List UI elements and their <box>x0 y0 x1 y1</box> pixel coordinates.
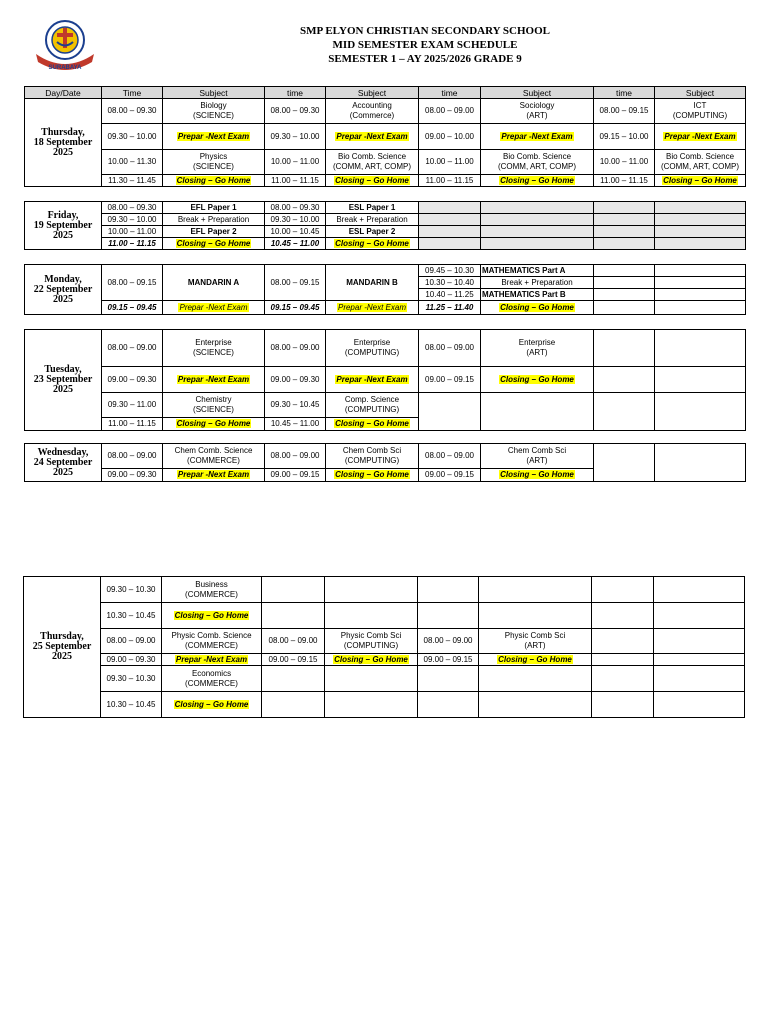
time-cell: 10.00 – 11.00 <box>265 150 326 175</box>
subject-cell: Enterprise (SCIENCE) <box>163 330 265 367</box>
empty-cell <box>654 603 745 629</box>
time-cell: 10.45 – 11.00 <box>265 418 326 431</box>
empty-cell <box>262 577 325 603</box>
empty-cell <box>419 393 481 431</box>
subject-cell: EFL Paper 1 <box>163 202 265 214</box>
time-cell: 09.00 – 09.30 <box>265 367 326 393</box>
empty-cell <box>419 226 481 238</box>
empty-cell <box>481 202 594 214</box>
empty-cell <box>594 444 655 482</box>
empty-cell <box>479 666 592 692</box>
subject-cell: Chem Comb Sci (ART) <box>481 444 594 469</box>
time-cell: 09.00 – 09.30 <box>101 654 162 666</box>
empty-cell <box>654 577 745 603</box>
closing-cell: Closing – Go Home <box>326 238 419 250</box>
empty-cell <box>654 692 745 718</box>
time-cell: 08.00 – 09.30 <box>265 202 326 214</box>
subject-cell: Bio Comb. Science (COMM, ART, COMP) <box>326 150 419 175</box>
empty-cell <box>655 214 746 226</box>
subject-cell: Enterprise (ART) <box>481 330 594 367</box>
subject-cell: MANDARIN B <box>326 265 419 301</box>
empty-cell <box>418 603 479 629</box>
empty-cell <box>655 330 746 367</box>
empty-cell <box>262 692 325 718</box>
subject-cell: ICT (COMPUTING) <box>655 99 746 124</box>
time-cell: 09.30 – 10.00 <box>102 214 163 226</box>
time-cell: 11.00 – 11.15 <box>102 418 163 431</box>
subject-cell: ESL Paper 2 <box>326 226 419 238</box>
empty-cell <box>655 265 746 277</box>
empty-cell <box>654 654 745 666</box>
day-cell: Tuesday, 23 September 2025 <box>25 330 102 431</box>
time-cell: 10.00 – 11.00 <box>102 226 163 238</box>
time-cell: 08.00 – 09.30 <box>265 99 326 124</box>
day-cell: Monday, 22 September 2025 <box>25 265 102 315</box>
empty-cell <box>592 654 654 666</box>
prepar-cell: Prepar -Next Exam <box>163 469 265 482</box>
prepar-cell: Prepar -Next Exam <box>326 124 419 150</box>
empty-cell <box>655 238 746 250</box>
time-cell: 08.00 – 09.00 <box>265 330 326 367</box>
closing-cell: Closing – Go Home <box>326 418 419 431</box>
time-cell: 09.00 – 10.00 <box>419 124 481 150</box>
closing-cell: Closing – Go Home <box>481 469 594 482</box>
time-cell: 08.00 – 09.15 <box>594 99 655 124</box>
time-cell: 08.00 – 09.30 <box>102 202 163 214</box>
subject-cell: Biology (SCIENCE) <box>163 99 265 124</box>
time-cell: 09.00 – 09.30 <box>102 469 163 482</box>
school-logo <box>30 18 100 74</box>
time-cell: 10.00 – 10.45 <box>265 226 326 238</box>
empty-cell <box>655 289 746 301</box>
closing-cell: Closing – Go Home <box>325 654 418 666</box>
empty-cell <box>479 603 592 629</box>
time-cell: 10.00 – 11.00 <box>419 150 481 175</box>
header-subject: Subject <box>655 87 746 99</box>
header-subject: Subject <box>481 87 594 99</box>
empty-cell <box>655 301 746 315</box>
time-cell: 08.00 – 09.15 <box>102 265 163 301</box>
time-cell: 09.00 – 09.15 <box>262 654 325 666</box>
subject-cell: Enterprise (COMPUTING) <box>326 330 419 367</box>
prepar-cell: Prepar -Next Exam <box>326 301 419 315</box>
subject-cell: MATHEMATICS Part A <box>481 265 594 277</box>
empty-cell <box>481 393 594 431</box>
time-cell: 10.00 – 11.00 <box>594 150 655 175</box>
empty-cell <box>262 603 325 629</box>
empty-cell <box>594 367 655 393</box>
time-cell: 08.00 – 09.00 <box>262 629 325 654</box>
empty-cell <box>654 629 745 654</box>
schedule-table-thursday-18 <box>24 86 746 187</box>
closing-cell: Closing – Go Home <box>163 418 265 431</box>
empty-cell <box>479 692 592 718</box>
empty-cell <box>418 692 479 718</box>
time-cell: 09.30 – 10.30 <box>101 666 162 692</box>
empty-cell <box>325 577 418 603</box>
closing-cell: Closing – Go Home <box>326 469 419 482</box>
empty-cell <box>418 666 479 692</box>
empty-cell <box>325 603 418 629</box>
subject-cell: Economics (COMMERCE) <box>162 666 262 692</box>
subject-cell: Chem Comb Sci (COMPUTING) <box>326 444 419 469</box>
empty-cell <box>479 577 592 603</box>
time-cell: 11.00 – 11.15 <box>419 175 481 187</box>
empty-cell <box>594 214 655 226</box>
schedule-table-wednesday-24 <box>24 443 746 482</box>
empty-cell <box>419 238 481 250</box>
subject-cell: Physics (SCIENCE) <box>163 150 265 175</box>
header-subject: Subject <box>163 87 265 99</box>
time-cell: 08.00 – 09.00 <box>101 629 162 654</box>
empty-cell <box>594 277 655 289</box>
subject-cell: Sociology (ART) <box>481 99 594 124</box>
time-cell: 09.30 – 10.00 <box>265 214 326 226</box>
subject-cell: Chemistry (SCIENCE) <box>163 393 265 418</box>
day-cell: Friday, 19 September 2025 <box>25 202 102 250</box>
empty-cell <box>592 629 654 654</box>
empty-cell <box>419 214 481 226</box>
day-cell: Thursday, 25 September 2025 <box>24 577 101 718</box>
time-cell: 09.15 – 09.45 <box>102 301 163 315</box>
subject-cell: Business (COMMERCE) <box>162 577 262 603</box>
time-cell: 08.00 – 09.00 <box>419 444 481 469</box>
time-cell: 09.00 – 09.15 <box>419 367 481 393</box>
empty-cell <box>481 238 594 250</box>
time-cell: 10.45 – 11.00 <box>265 238 326 250</box>
time-cell: 10.30 – 10.45 <box>101 692 162 718</box>
closing-cell: Closing – Go Home <box>479 654 592 666</box>
closing-cell: Closing – Go Home <box>481 367 594 393</box>
time-cell: 09.30 – 10.30 <box>101 577 162 603</box>
time-cell: 11.00 – 11.15 <box>265 175 326 187</box>
empty-cell <box>594 289 655 301</box>
subject-cell: Break + Preparation <box>326 214 419 226</box>
empty-cell <box>655 226 746 238</box>
empty-cell <box>592 692 654 718</box>
schedule-table-tuesday-23 <box>24 329 746 431</box>
empty-cell <box>481 226 594 238</box>
time-cell: 11.25 – 11.40 <box>419 301 481 315</box>
time-cell: 11.00 – 11.15 <box>102 238 163 250</box>
subject-cell: MATHEMATICS Part B <box>481 289 594 301</box>
prepar-cell: Prepar -Next Exam <box>326 367 419 393</box>
day-cell: Wednesday, 24 September 2025 <box>25 444 102 482</box>
time-cell: 08.00 – 09.00 <box>418 629 479 654</box>
prepar-cell: Prepar -Next Exam <box>481 124 594 150</box>
schedule-title: MID SEMESTER EXAM SCHEDULE <box>332 39 518 51</box>
time-cell: 09.30 – 11.00 <box>102 393 163 418</box>
time-cell: 09.30 – 10.00 <box>102 124 163 150</box>
time-cell: 09.30 – 10.45 <box>265 393 326 418</box>
empty-cell <box>594 202 655 214</box>
time-cell: 08.00 – 09.00 <box>419 330 481 367</box>
empty-cell <box>262 666 325 692</box>
time-cell: 08.00 – 09.00 <box>419 99 481 124</box>
document-title <box>250 24 600 66</box>
time-cell: 09.00 – 09.15 <box>419 469 481 482</box>
empty-cell <box>419 202 481 214</box>
schedule-table-thursday-25 <box>23 576 745 718</box>
header-time: time <box>265 87 326 99</box>
empty-cell <box>594 238 655 250</box>
prepar-cell: Prepar -Next Exam <box>163 124 265 150</box>
empty-cell <box>654 666 745 692</box>
time-cell: 08.00 – 09.00 <box>102 444 163 469</box>
subject-cell: ESL Paper 1 <box>326 202 419 214</box>
empty-cell <box>481 214 594 226</box>
empty-cell <box>325 692 418 718</box>
school-name: SMP ELYON CHRISTIAN SECONDARY SCHOOL <box>299 25 550 37</box>
time-cell: 08.00 – 09.00 <box>265 444 326 469</box>
closing-cell: Closing – Go Home <box>162 603 262 629</box>
closing-cell: Closing – Go Home <box>655 175 746 187</box>
empty-cell <box>655 277 746 289</box>
prepar-cell: Prepar -Next Exam <box>163 367 265 393</box>
empty-cell <box>418 577 479 603</box>
header-time: time <box>594 87 655 99</box>
time-cell: 09.15 – 10.00 <box>594 124 655 150</box>
schedule-table-friday-19 <box>24 201 746 250</box>
empty-cell <box>592 666 654 692</box>
prepar-cell: Prepar -Next Exam <box>655 124 746 150</box>
subject-cell: Physic Comb Sci (ART) <box>479 629 592 654</box>
time-cell: 09.45 – 10.30 <box>419 265 481 277</box>
header-time: Time <box>102 87 163 99</box>
subject-cell: Chem Comb. Science (COMMERCE) <box>163 444 265 469</box>
empty-cell <box>655 393 746 431</box>
logo-city: SURABAYA <box>48 65 82 71</box>
empty-cell <box>594 265 655 277</box>
closing-cell: Closing – Go Home <box>163 238 265 250</box>
subject-cell: Physic Comb. Science (COMMERCE) <box>162 629 262 654</box>
closing-cell: Closing – Go Home <box>481 301 594 315</box>
prepar-cell: Prepar -Next Exam <box>162 654 262 666</box>
time-cell: 08.00 – 09.30 <box>102 99 163 124</box>
semester-line: SEMESTER 1 – AY 2025/2026 GRADE 9 <box>328 53 522 65</box>
empty-cell <box>325 666 418 692</box>
empty-cell <box>655 367 746 393</box>
time-cell: 08.00 – 09.00 <box>102 330 163 367</box>
time-cell: 11.30 – 11.45 <box>102 175 163 187</box>
time-cell: 11.00 – 11.15 <box>594 175 655 187</box>
empty-cell <box>592 603 654 629</box>
closing-cell: Closing – Go Home <box>481 175 594 187</box>
subject-cell: Physic Comb Sci (COMPUTING) <box>325 629 418 654</box>
subject-cell: Accounting (Commerce) <box>326 99 419 124</box>
subject-cell: Bio Comb. Science (COMM, ART, COMP) <box>655 150 746 175</box>
empty-cell <box>594 226 655 238</box>
subject-cell: EFL Paper 2 <box>163 226 265 238</box>
empty-cell <box>594 301 655 315</box>
time-cell: 09.30 – 10.00 <box>265 124 326 150</box>
empty-cell <box>594 393 655 431</box>
closing-cell: Closing – Go Home <box>163 175 265 187</box>
header-time: time <box>419 87 481 99</box>
empty-cell <box>592 577 654 603</box>
time-cell: 10.30 – 10.45 <box>101 603 162 629</box>
subject-cell: Break + Preparation <box>481 277 594 289</box>
time-cell: 08.00 – 09.15 <box>265 265 326 301</box>
closing-cell: Closing – Go Home <box>162 692 262 718</box>
time-cell: 10.00 – 11.30 <box>102 150 163 175</box>
header-subject: Subject <box>326 87 419 99</box>
time-cell: 09.15 – 09.45 <box>265 301 326 315</box>
time-cell: 09.00 – 09.15 <box>265 469 326 482</box>
time-cell: 10.40 – 11.25 <box>419 289 481 301</box>
empty-cell <box>594 330 655 367</box>
day-cell: Thursday, 18 September 2025 <box>25 99 102 187</box>
time-cell: 10.30 – 10.40 <box>419 277 481 289</box>
time-cell: 09.00 – 09.15 <box>418 654 479 666</box>
subject-cell: MANDARIN A <box>163 265 265 301</box>
closing-cell: Closing – Go Home <box>326 175 419 187</box>
subject-cell: Bio Comb. Science (COMM, ART, COMP) <box>481 150 594 175</box>
empty-cell <box>655 202 746 214</box>
subject-cell: Comp. Science (COMPUTING) <box>326 393 419 418</box>
time-cell: 09.00 – 09.30 <box>102 367 163 393</box>
schedule-table-monday-22 <box>24 264 746 315</box>
prepar-cell: Prepar -Next Exam <box>163 301 265 315</box>
subject-cell: Break + Preparation <box>163 214 265 226</box>
header-daydate: Day/Date <box>25 87 102 99</box>
empty-cell <box>655 444 746 482</box>
